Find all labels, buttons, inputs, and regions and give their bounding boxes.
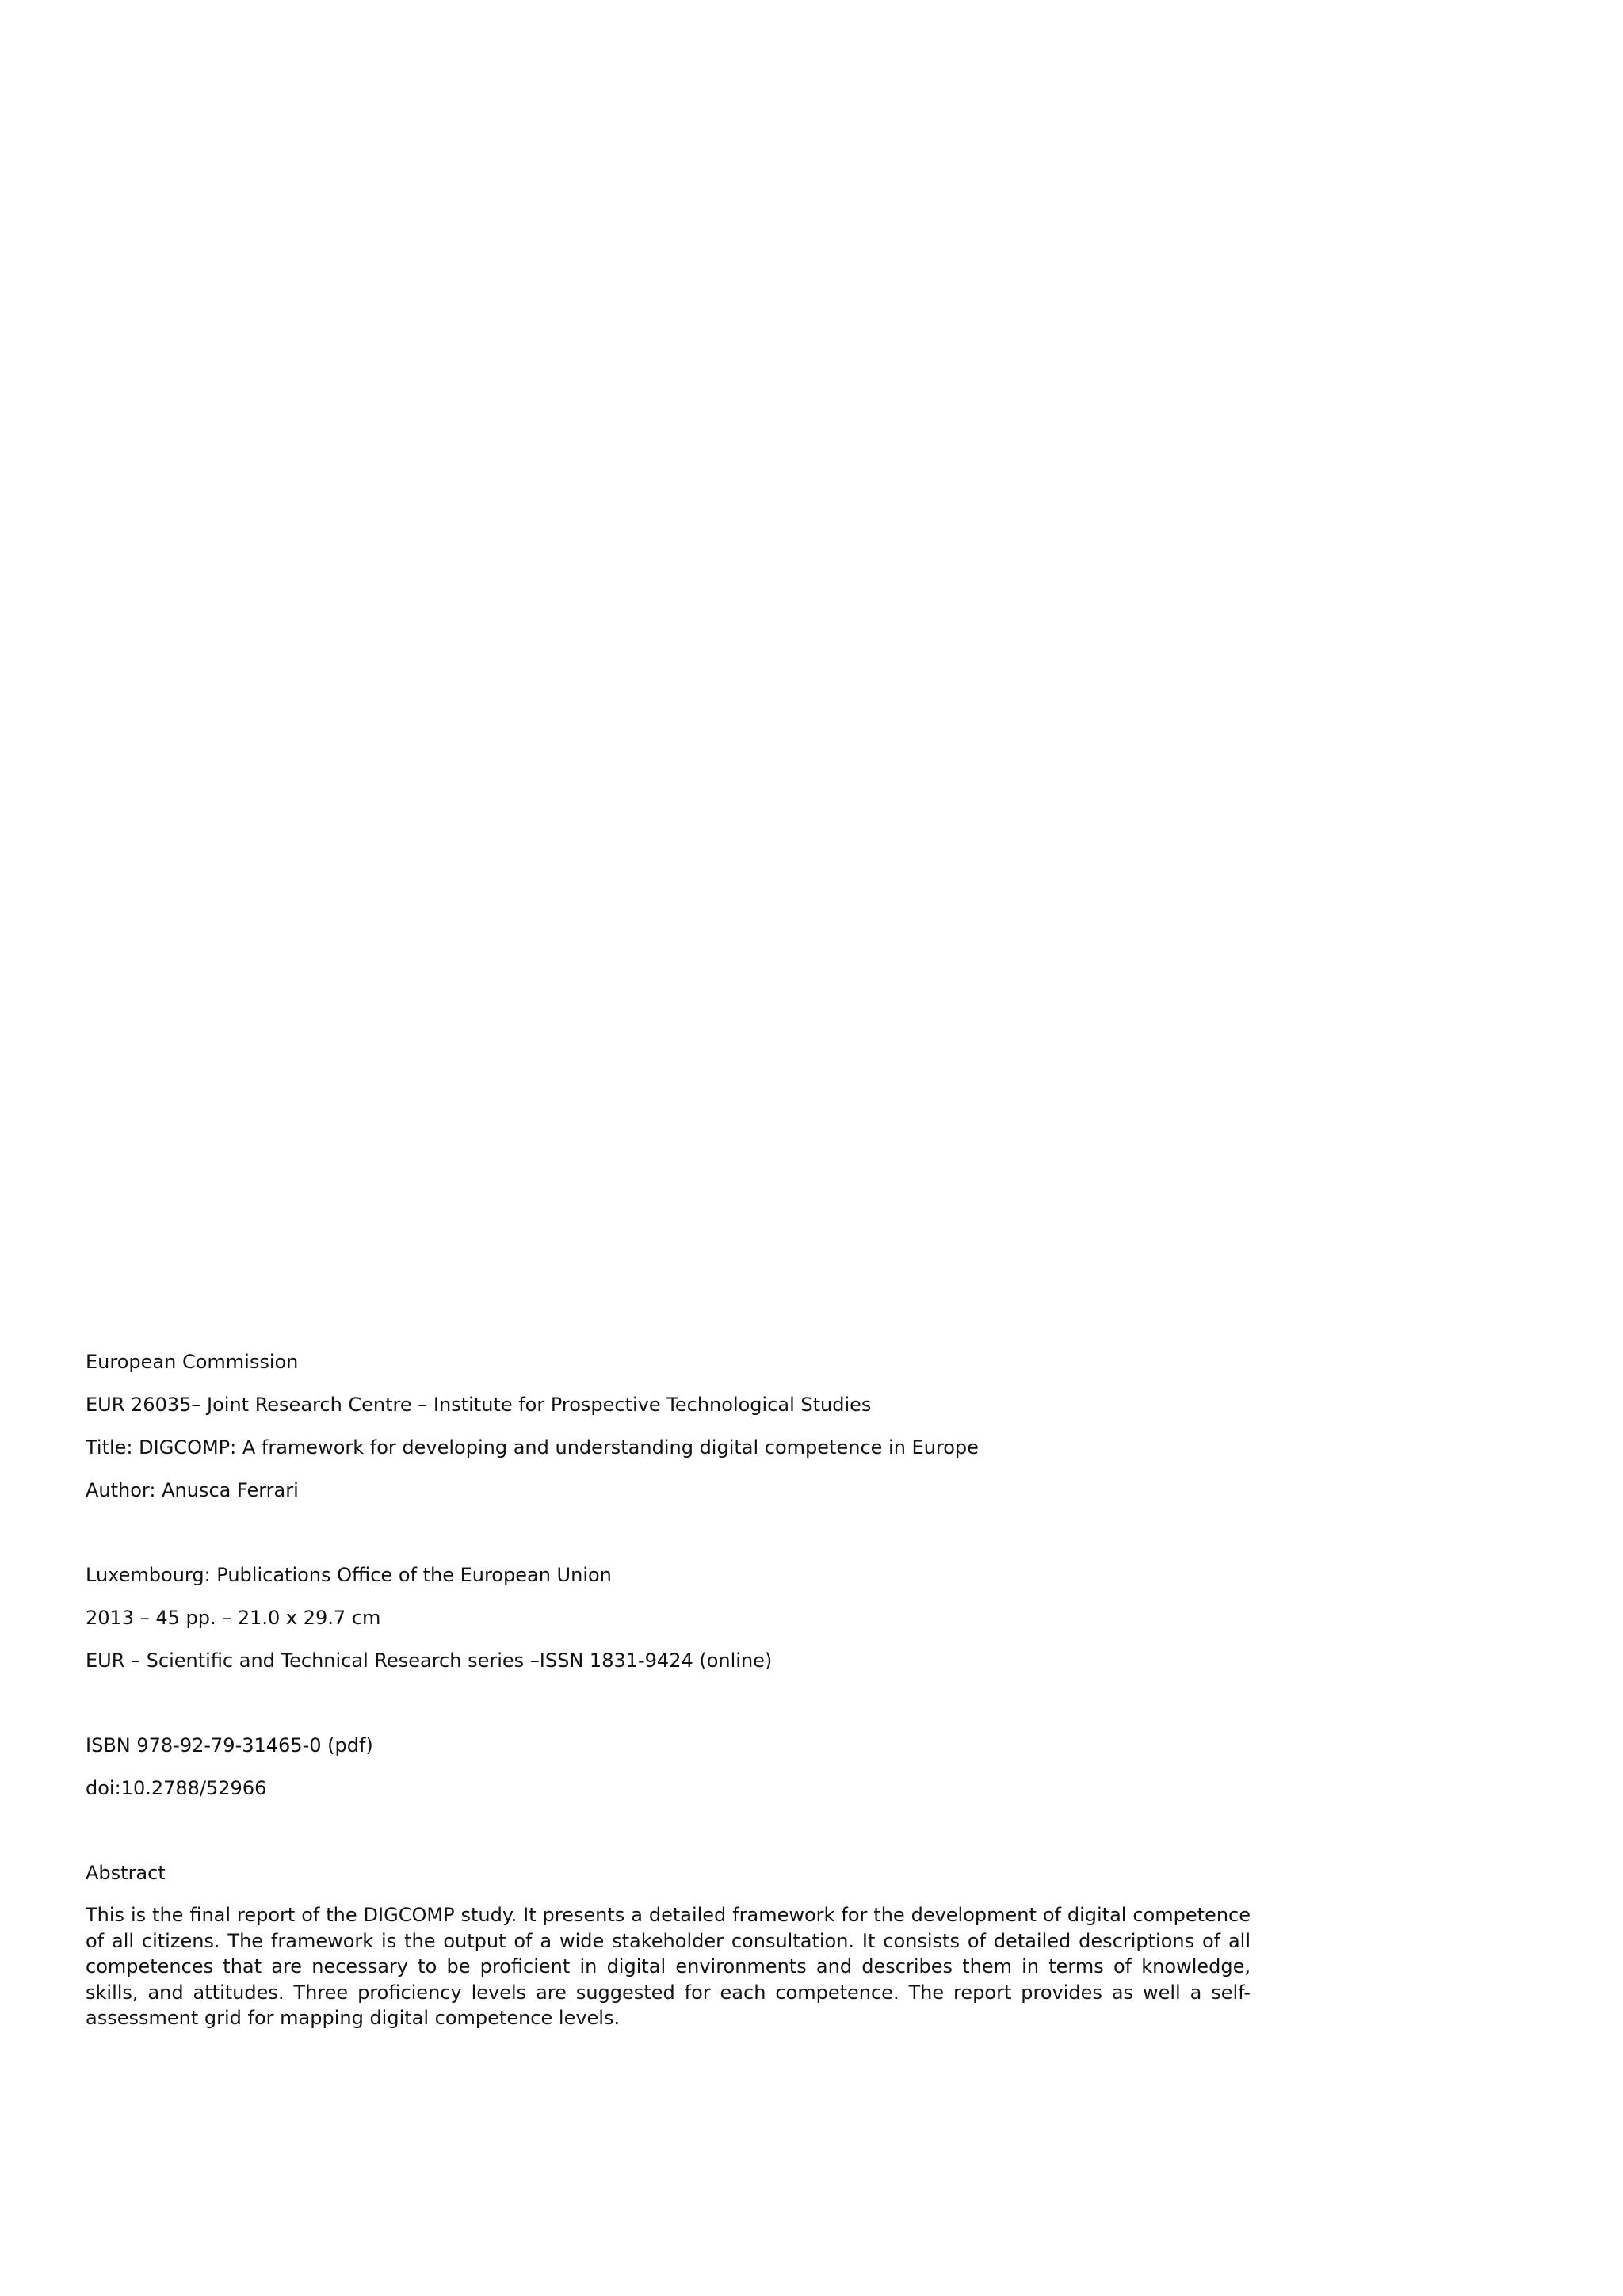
series-line: EUR – Scientific and Technical Research series –ISSN 1831-9424 (online): [86, 1650, 773, 1672]
imprint-block: [86, 1348, 1251, 2031]
doi-line: doi:10.2788/52966: [86, 1777, 267, 1799]
author-line: Author: Anusca Ferrari: [86, 1479, 299, 1501]
report-series-line: EUR 26035– Joint Research Centre – Institute for Prospective Technological Studies: [86, 1394, 872, 1416]
place-line: Luxembourg: Publications Office of the European Union: [86, 1564, 612, 1586]
physical-description-line: 2013 – 45 pp. – 21.0 x 29.7 cm: [86, 1607, 381, 1629]
isbn-line: ISBN 978-92-79-31465-0 (pdf): [86, 1734, 373, 1756]
abstract-body: This is the final report of the DIGCOMP study. It presents a detailed framework for the development of digital competence of all citizens. The framework is the output of a wide stakeholder consultation. It consists of detailed descriptions of all competences that are necessary to be proficient in digital environments and describes them in terms of knowledge, skills, and attitudes. Three proficiency levels are suggested for each competence. The report provides as well a self-assessment grid for mapping digital competence levels.: [86, 1904, 1251, 2029]
title-line: Title: DIGCOMP: A framework for developing and understanding digital competence in Europe: [86, 1436, 979, 1459]
abstract-heading: Abstract: [86, 1862, 166, 1884]
publisher-line: European Commission: [86, 1351, 299, 1373]
